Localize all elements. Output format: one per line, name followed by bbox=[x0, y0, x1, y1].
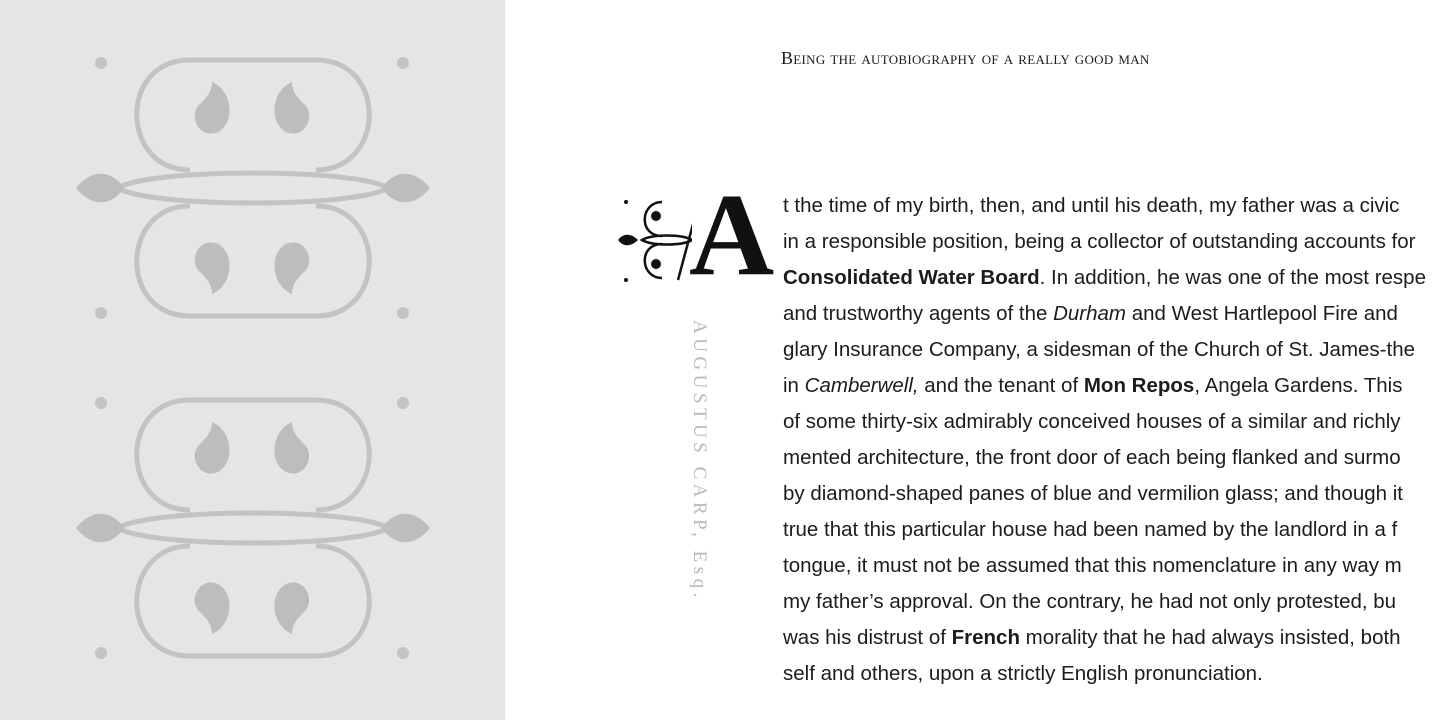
body-text-segment: true that this particular house had been named by the landlord in a f bbox=[783, 518, 1398, 541]
body-text-segment: . In addition, he was one of the most respe bbox=[1039, 266, 1426, 289]
body-line bbox=[783, 512, 1440, 548]
body-line bbox=[783, 584, 1440, 620]
body-text-segment: , Angela Gardens. This bbox=[1194, 374, 1403, 397]
body-text-segment: and the tenant of bbox=[918, 374, 1084, 397]
body-text-segment: in bbox=[783, 374, 805, 397]
body-line bbox=[783, 332, 1440, 368]
body-text-segment: in a responsible position, being a collector of outstanding accounts for bbox=[783, 230, 1416, 253]
body-text-segment: French bbox=[951, 626, 1020, 649]
body-line bbox=[783, 188, 1440, 224]
ornament-panel bbox=[0, 0, 505, 720]
body-text-segment: and trustworthy agents of the bbox=[783, 302, 1054, 325]
body-paragraph bbox=[783, 188, 1440, 692]
body-text-segment: Durham bbox=[1053, 302, 1126, 325]
body-text-segment: t the time of my birth, then, and until his death, my father was a civic bbox=[783, 194, 1400, 217]
body-text-segment: self and others, upon a strictly English pronunciation. bbox=[783, 662, 1263, 685]
body-line bbox=[783, 368, 1440, 404]
body-text-segment: was his distrust of bbox=[783, 626, 952, 649]
body-text-segment: tongue, it must not be assumed that this nomenclature in any way m bbox=[783, 554, 1402, 577]
body-line bbox=[783, 224, 1440, 260]
flourish-ornament-icon bbox=[0, 0, 505, 720]
body-text-segment: glary Insurance Company, a sidesman of the Church of St. James-the bbox=[783, 338, 1416, 361]
body-text-segment: Camberwell, bbox=[804, 374, 919, 397]
body-line bbox=[783, 260, 1440, 296]
author-name: AUGUSTUS CARP, Esq. bbox=[689, 320, 710, 602]
body-text-segment: Mon Repos bbox=[1083, 374, 1195, 397]
body-text-segment: mented architecture, the front door of each being flanked and surmo bbox=[783, 446, 1401, 469]
body-line bbox=[783, 440, 1440, 476]
body-line bbox=[783, 476, 1440, 512]
body-text-segment: of some thirty-six admirably conceived houses of a similar and richly bbox=[783, 410, 1401, 433]
body-text-segment: and West Hartlepool Fire and bbox=[1126, 302, 1398, 325]
body-line bbox=[783, 296, 1440, 332]
body-line bbox=[783, 404, 1440, 440]
dropcap-flourish-icon bbox=[612, 196, 692, 288]
body-text-segment: morality that he had always insisted, both bbox=[1019, 626, 1401, 649]
body-text-segment: by diamond-shaped panes of blue and vermilion glass; and though it bbox=[783, 482, 1403, 505]
body-text-segment: Consolidated Water Board bbox=[783, 266, 1040, 289]
body-line bbox=[783, 620, 1440, 656]
body-line bbox=[783, 548, 1440, 584]
body-line bbox=[783, 656, 1440, 692]
drop-cap-letter: A bbox=[689, 169, 775, 300]
body-text-segment: my father’s approval. On the contrary, he had not only protested, bu bbox=[783, 590, 1397, 613]
running-head: Being the autobiography of a really good man bbox=[781, 48, 1150, 68]
